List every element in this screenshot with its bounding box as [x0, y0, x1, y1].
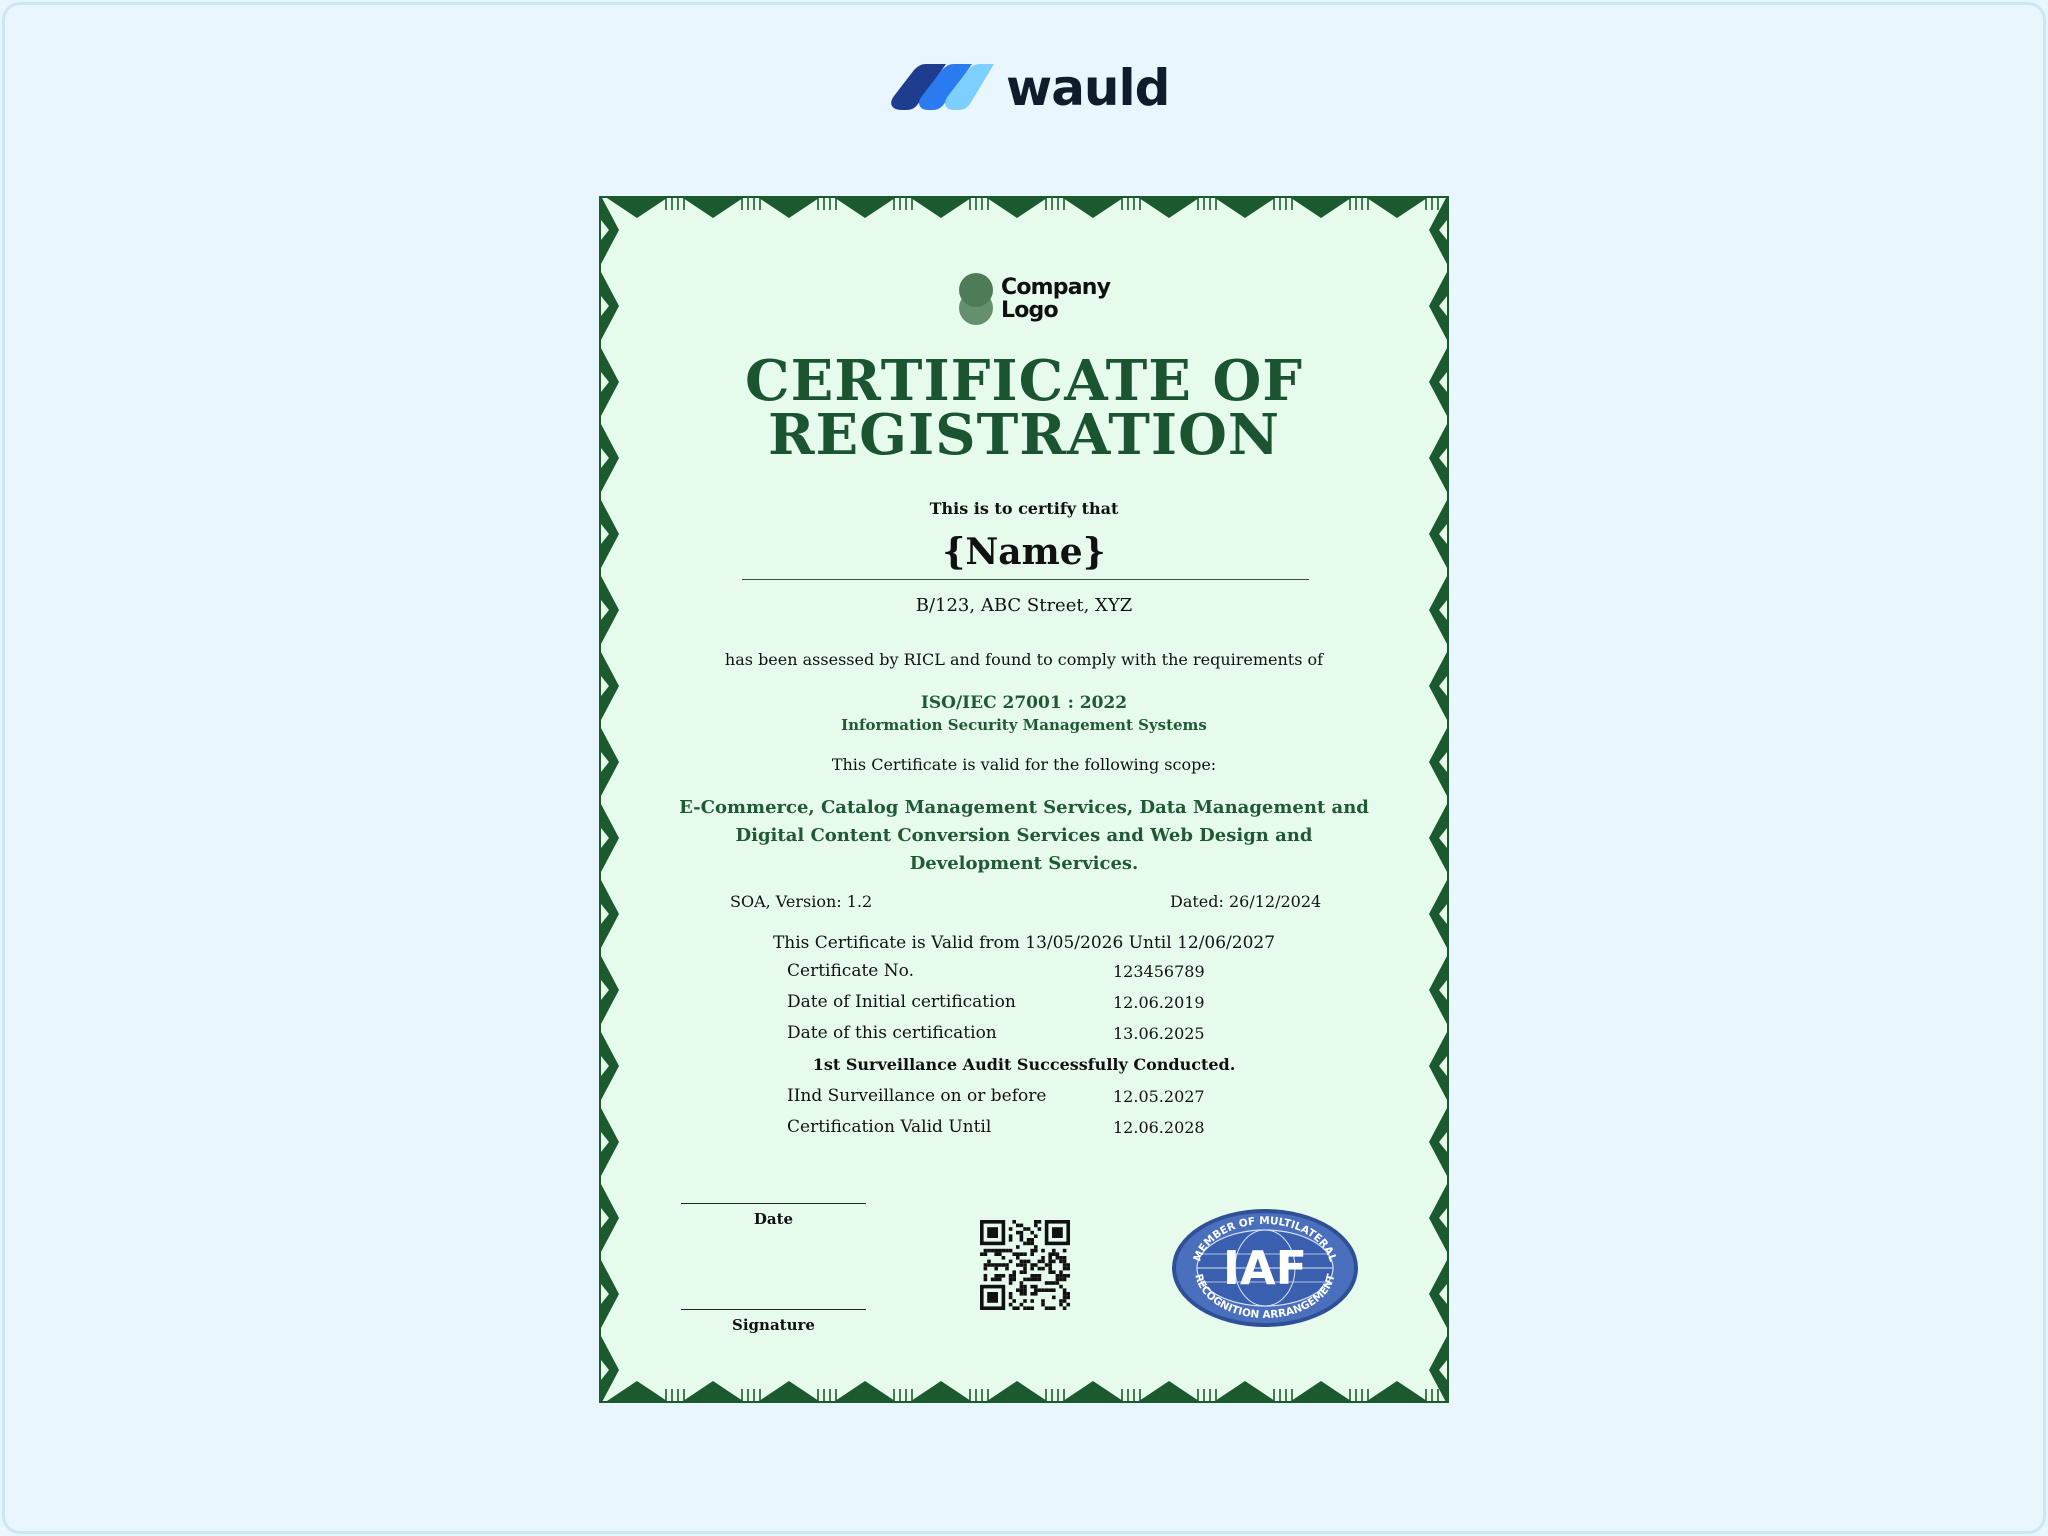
qr-module: [1023, 1278, 1027, 1282]
detail-label: Date of Initial certification: [787, 992, 1016, 1012]
qr-module: [1056, 1278, 1060, 1282]
qr-module: [994, 1249, 998, 1253]
qr-module: [1066, 1303, 1070, 1307]
qr-module: [984, 1252, 988, 1256]
qr-code: [980, 1220, 1070, 1310]
qr-module: [1063, 1278, 1067, 1282]
qr-module: [1056, 1274, 1060, 1278]
qr-module: [1059, 1256, 1063, 1260]
certificate-title: [599, 348, 1449, 468]
qr-module: [1030, 1292, 1034, 1296]
qr-module: [1012, 1220, 1016, 1224]
qr-module: [1016, 1263, 1020, 1267]
qr-module: [1023, 1299, 1027, 1303]
qr-module: [1063, 1249, 1067, 1253]
qr-module: [1052, 1281, 1056, 1285]
qr-module: [1041, 1267, 1045, 1271]
qr-module: [1034, 1245, 1038, 1249]
qr-module: [1002, 1263, 1006, 1267]
qr-module: [1048, 1270, 1052, 1274]
qr-module: [1038, 1260, 1042, 1264]
qr-module: [1052, 1249, 1056, 1253]
qr-module: [1052, 1260, 1056, 1264]
qr-module: [1048, 1281, 1052, 1285]
qr-module: [1016, 1245, 1020, 1249]
qr-module: [1009, 1292, 1013, 1296]
qr-module: [1027, 1260, 1031, 1264]
qr-module: [1020, 1288, 1024, 1292]
qr-module: [987, 1260, 991, 1264]
qr-module: [1041, 1303, 1045, 1307]
qr-module: [1012, 1306, 1016, 1310]
detail-label: Date of this certification: [787, 1023, 997, 1043]
qr-module: [1048, 1267, 1052, 1271]
qr-module: [1063, 1292, 1067, 1296]
qr-module: [1023, 1263, 1027, 1267]
qr-module: [1052, 1252, 1056, 1256]
qr-module: [1012, 1278, 1016, 1282]
detail-label: Certification Valid Until: [787, 1117, 992, 1137]
qr-module: [1052, 1306, 1056, 1310]
qr-module: [1052, 1227, 1063, 1238]
scope-intro: This Certificate is valid for the following scope:: [831, 755, 1217, 774]
date-line: [681, 1203, 866, 1204]
qr-module: [1020, 1252, 1024, 1256]
qr-module: [1012, 1299, 1016, 1303]
wauld-logo-icon: [888, 64, 996, 112]
qr-module: [1056, 1256, 1060, 1260]
qr-module: [1066, 1263, 1070, 1267]
qr-module: [1066, 1296, 1070, 1300]
qr-module: [1048, 1288, 1052, 1292]
qr-module: [987, 1263, 991, 1267]
qr-module: [984, 1263, 988, 1267]
soa-version: SOA, Version: 1.2: [730, 892, 873, 911]
qr-module: [1030, 1238, 1034, 1242]
qr-module: [1045, 1263, 1049, 1267]
iaf-bottom-text: RECOGNITION ARRANGEMENT: [1192, 1272, 1338, 1322]
detail-value: 12.05.2027: [1113, 1087, 1205, 1106]
qr-module: [1030, 1249, 1034, 1253]
qr-module: [1045, 1288, 1049, 1292]
qr-module: [1020, 1224, 1024, 1228]
qr-module: [1009, 1281, 1013, 1285]
qr-module: [1016, 1256, 1020, 1260]
qr-module: [1038, 1227, 1042, 1231]
qr-module: [1038, 1278, 1042, 1282]
qr-module: [1034, 1220, 1038, 1224]
qr-module: [1030, 1278, 1034, 1282]
qr-module: [984, 1274, 988, 1278]
qr-module: [998, 1274, 1002, 1278]
qr-module: [1059, 1274, 1063, 1278]
detail-label: Certificate No.: [787, 961, 914, 981]
qr-module: [1063, 1288, 1067, 1292]
iaf-logo: [1171, 1208, 1359, 1328]
qr-module: [1016, 1306, 1020, 1310]
qr-module: [1023, 1267, 1027, 1271]
qr-module: [1030, 1274, 1034, 1278]
qr-module: [1048, 1252, 1052, 1256]
qr-module: [1009, 1249, 1013, 1253]
standard-code: ISO/IEC 27001 : 2022: [920, 693, 1128, 713]
qr-module: [1052, 1288, 1056, 1292]
qr-module: [1012, 1270, 1016, 1274]
qr-module: [1016, 1231, 1020, 1235]
qr-module: [1041, 1299, 1045, 1303]
qr-module: [984, 1267, 988, 1271]
qr-module: [987, 1292, 998, 1303]
qr-module: [987, 1227, 998, 1238]
qr-module: [1063, 1299, 1067, 1303]
qr-module: [1009, 1303, 1013, 1307]
qr-module: [998, 1278, 1002, 1282]
qr-module: [1016, 1252, 1020, 1256]
assessment-statement: has been assessed by RICL and found to comply with the requirements of: [724, 650, 1324, 669]
qr-module: [1023, 1288, 1027, 1292]
qr-module: [1059, 1299, 1063, 1303]
qr-module: [1012, 1252, 1016, 1256]
qr-module: [987, 1249, 991, 1253]
wauld-logo: [888, 60, 1169, 116]
qr-module: [1009, 1260, 1013, 1264]
qr-module: [1059, 1260, 1063, 1264]
qr-module: [1027, 1306, 1031, 1310]
brand-name: wauld: [1006, 59, 1170, 117]
qr-module: [1016, 1288, 1020, 1292]
qr-module: [1016, 1224, 1020, 1228]
qr-module: [1045, 1281, 1049, 1285]
qr-module: [991, 1263, 995, 1267]
detail-value: 123456789: [1113, 962, 1205, 981]
qr-module: [1052, 1270, 1056, 1274]
qr-module: [991, 1249, 995, 1253]
qr-module: [1066, 1292, 1070, 1296]
name-underline: [742, 579, 1309, 580]
qr-module: [1027, 1227, 1031, 1231]
qr-module: [1020, 1292, 1024, 1296]
qr-module: [1005, 1249, 1009, 1253]
company-logo: [957, 272, 1110, 326]
qr-module: [1030, 1299, 1034, 1303]
qr-module: [1020, 1303, 1024, 1307]
qr-module: [1030, 1263, 1034, 1267]
validity-range: This Certificate is Valid from 13/05/2026 Until 12/06/2027: [772, 933, 1276, 953]
qr-module: [1009, 1296, 1013, 1300]
qr-module: [1038, 1288, 1042, 1292]
qr-module: [1030, 1231, 1034, 1235]
qr-module: [1034, 1224, 1038, 1228]
qr-module: [1048, 1256, 1052, 1260]
qr-module: [1063, 1296, 1067, 1300]
qr-module: [1027, 1238, 1031, 1242]
qr-module: [998, 1252, 1002, 1256]
qr-module: [1059, 1285, 1063, 1289]
qr-module: [1002, 1256, 1006, 1260]
qr-module: [1034, 1278, 1038, 1282]
title-line-2: REGISTRATION: [767, 402, 1281, 468]
qr-module: [994, 1278, 998, 1282]
qr-module: [1038, 1274, 1042, 1278]
logo-text-line2: Logo: [1001, 298, 1058, 323]
qr-module: [1030, 1285, 1034, 1289]
qr-module: [1020, 1238, 1024, 1242]
qr-module: [1041, 1288, 1045, 1292]
qr-module: [1063, 1263, 1067, 1267]
qr-module: [1059, 1270, 1063, 1274]
qr-module: [1045, 1306, 1049, 1310]
qr-module: [1009, 1238, 1013, 1242]
qr-module: [980, 1252, 984, 1256]
qr-module: [1034, 1274, 1038, 1278]
logo-text-line1: Company: [1001, 275, 1111, 300]
qr-module: [1063, 1260, 1067, 1264]
qr-module: [1041, 1256, 1045, 1260]
qr-module: [1020, 1270, 1024, 1274]
qr-module: [1023, 1242, 1027, 1246]
qr-module: [1012, 1274, 1016, 1278]
detail-label: IInd Surveillance on or before: [787, 1086, 1047, 1106]
signature-line: [681, 1309, 866, 1310]
qr-module: [1023, 1252, 1027, 1256]
qr-module: [1038, 1220, 1042, 1224]
qr-module: [984, 1278, 988, 1282]
qr-module: [1023, 1292, 1027, 1296]
qr-module: [1034, 1249, 1038, 1253]
detail-value: 12.06.2019: [1113, 993, 1205, 1012]
qr-module: [1059, 1278, 1063, 1282]
qr-module: [1005, 1267, 1009, 1271]
qr-module: [1030, 1252, 1034, 1256]
company-logo-icon: [957, 272, 995, 326]
qr-module: [1063, 1256, 1067, 1260]
qr-module: [1009, 1274, 1013, 1278]
qr-module: [1056, 1281, 1060, 1285]
surveillance-note: 1st Surveillance Audit Successfully Conducted.: [812, 1055, 1236, 1074]
qr-module: [994, 1267, 998, 1271]
qr-module: [1020, 1285, 1024, 1289]
soa-dated: Dated: 26/12/2024: [1170, 892, 1322, 911]
qr-module: [1023, 1306, 1027, 1310]
qr-module: [1041, 1249, 1045, 1253]
qr-module: [1009, 1278, 1013, 1282]
qr-module: [1041, 1260, 1045, 1264]
qr-module: [1020, 1263, 1024, 1267]
detail-value: 13.06.2025: [1113, 1024, 1205, 1043]
qr-module: [1002, 1274, 1006, 1278]
qr-module: [1066, 1274, 1070, 1278]
qr-module: [1020, 1234, 1024, 1238]
qr-module: [994, 1263, 998, 1267]
qr-module: [1030, 1267, 1034, 1271]
qr-module: [1020, 1231, 1024, 1235]
qr-module: [1048, 1263, 1052, 1267]
qr-module: [1063, 1267, 1067, 1271]
qr-module: [1034, 1285, 1038, 1289]
qr-module: [1005, 1263, 1009, 1267]
qr-module: [1030, 1306, 1034, 1310]
qr-module: [1020, 1260, 1024, 1264]
qr-module: [998, 1263, 1002, 1267]
qr-module: [1023, 1260, 1027, 1264]
iaf-top-text: MEMBER OF MULTILATERAL: [1191, 1214, 1339, 1264]
detail-value: 12.06.2028: [1113, 1118, 1205, 1137]
title-line-1: CERTIFICATE OF: [745, 348, 1303, 414]
standard-name: Information Security Management Systems: [841, 716, 1207, 734]
qr-module: [1030, 1242, 1034, 1246]
date-label: Date: [753, 1210, 794, 1228]
qr-module: [1023, 1285, 1027, 1289]
iaf-abbr: IAF: [1222, 1241, 1308, 1295]
recipient-address: B/123, ABC Street, XYZ: [915, 595, 1133, 616]
qr-module: [1023, 1270, 1027, 1274]
qr-module: [1023, 1227, 1027, 1231]
qr-module: [1063, 1274, 1067, 1278]
recipient-name: {Name}: [942, 531, 1106, 573]
qr-module: [1038, 1267, 1042, 1271]
qr-module: [1059, 1303, 1063, 1307]
certificate: [599, 196, 1449, 1403]
qr-module: [991, 1278, 995, 1282]
qr-module: [1009, 1227, 1013, 1231]
qr-module: [984, 1249, 988, 1253]
qr-module: [1009, 1234, 1013, 1238]
qr-module: [1048, 1306, 1052, 1310]
signature-label: Signature: [732, 1316, 815, 1334]
qr-module: [1002, 1249, 1006, 1253]
certify-text: This is to certify that: [929, 499, 1119, 518]
qr-module: [998, 1249, 1002, 1253]
qr-module: [1034, 1292, 1038, 1296]
qr-module: [994, 1274, 998, 1278]
qr-module: [1066, 1267, 1070, 1271]
qr-module: [1056, 1252, 1060, 1256]
qr-module: [1034, 1288, 1038, 1292]
qr-module: [1063, 1306, 1067, 1310]
qr-module: [1048, 1260, 1052, 1264]
qr-module: [1027, 1278, 1031, 1282]
scope-text: E-Commerce, Catalog Management Services, Data Management and Digital Content Conversion Services and Web Design and Development Services.: [679, 797, 1369, 874]
qr-module: [1052, 1296, 1056, 1300]
qr-module: [1034, 1263, 1038, 1267]
qr-module: [994, 1252, 998, 1256]
qr-module: [1020, 1281, 1024, 1285]
qr-module: [1027, 1242, 1031, 1246]
qr-module: [1034, 1234, 1038, 1238]
